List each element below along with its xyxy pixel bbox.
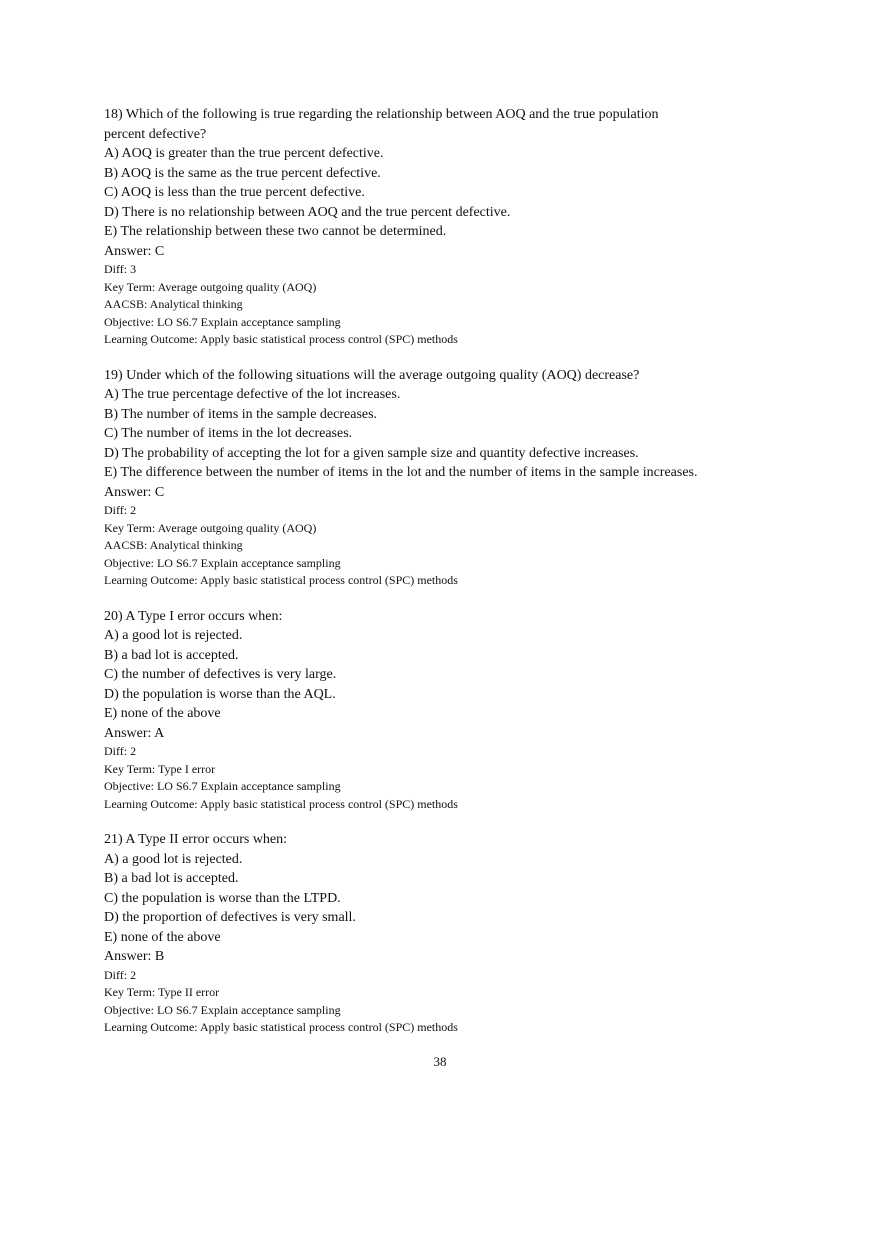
option-d: D) The probability of accepting the lot for a given sample size and quantity defective increases.	[104, 445, 639, 461]
question-stem-line: 19) Under which of the following situations will the average outgoing quality (AOQ) decrease?	[104, 367, 640, 383]
option-e: E) The difference between the number of items in the lot and the number of items in the sample increases.	[104, 465, 698, 480]
key-term: Key Term: Average outgoing quality (AOQ)	[104, 520, 317, 535]
difficulty: Diff: 2	[104, 967, 137, 982]
question-stem-line: 21) A Type II error occurs when:	[104, 832, 288, 847]
key-term: Key Term: Average outgoing quality (AOQ)	[104, 279, 317, 294]
question-stem-line: 20) A Type I error occurs when:	[104, 608, 283, 624]
option-d: D) the proportion of defectives is very small.	[104, 910, 356, 925]
answer: Answer: C	[104, 484, 165, 500]
question-stem-line: 18) Which of the following is true regarding the relationship between AOQ and the true population	[104, 107, 659, 122]
answer: Answer: B	[104, 949, 165, 964]
option-a: A) a good lot is rejected.	[104, 851, 243, 867]
learning-outcome: Learning Outcome: Apply basic statistical process control (SPC) methods	[104, 332, 458, 346]
question-spacer	[104, 813, 784, 830]
question-spacer	[104, 349, 784, 366]
objective: Objective: LO S6.7 Explain acceptance sampling	[104, 779, 341, 793]
objective: Objective: LO S6.7 Explain acceptance sampling	[104, 314, 341, 329]
answer: Answer: A	[104, 725, 165, 741]
option-b: B) AOQ is the same as the true percent defective.	[104, 165, 381, 181]
learning-outcome: Learning Outcome: Apply basic statistical process control (SPC) methods	[104, 573, 458, 587]
option-b: B) The number of items in the sample decreases.	[104, 406, 378, 422]
option-e: E) The relationship between these two cannot be determined.	[104, 224, 447, 239]
learning-outcome: Learning Outcome: Apply basic statistical process control (SPC) methods	[104, 796, 458, 811]
question-stem-line: percent defective?	[104, 126, 207, 142]
difficulty: Diff: 2	[104, 503, 137, 517]
aacsb: AACSB: Analytical thinking	[104, 297, 243, 311]
option-e: E) none of the above	[104, 929, 221, 945]
answer: Answer: C	[104, 243, 165, 259]
option-b: B) a bad lot is accepted.	[104, 647, 239, 663]
option-d: D) There is no relationship between AOQ and the true percent defective.	[104, 204, 511, 220]
difficulty: Diff: 2	[104, 744, 137, 758]
key-term: Key Term: Type II error	[104, 985, 220, 999]
question-18	[104, 105, 784, 349]
option-a: A) a good lot is rejected.	[104, 628, 243, 643]
option-c: C) the population is worse than the LTPD.	[104, 890, 341, 906]
learning-outcome: Learning Outcome: Apply basic statistical process control (SPC) methods	[104, 1020, 458, 1034]
option-d: D) the population is worse than the AQL.	[104, 686, 336, 702]
option-b: B) a bad lot is accepted.	[104, 871, 239, 886]
aacsb: AACSB: Analytical thinking	[104, 538, 243, 552]
option-a: A) The true percentage defective of the lot increases.	[104, 387, 401, 402]
question-21	[104, 830, 784, 1037]
option-c: C) the number of defectives is very large.	[104, 667, 337, 682]
option-c: C) The number of items in the lot decreases.	[104, 426, 353, 441]
document-page	[104, 105, 784, 1037]
objective: Objective: LO S6.7 Explain acceptance sampling	[104, 555, 341, 570]
page-number: 38	[433, 1054, 447, 1069]
question-19	[104, 366, 784, 590]
objective: Objective: LO S6.7 Explain acceptance sampling	[104, 1002, 341, 1017]
option-c: C) AOQ is less than the true percent defective.	[104, 185, 365, 200]
question-spacer	[104, 590, 784, 607]
key-term: Key Term: Type I error	[104, 761, 216, 776]
option-a: A) AOQ is greater than the true percent defective.	[104, 146, 384, 161]
question-20	[104, 607, 784, 814]
difficulty: Diff: 3	[104, 262, 137, 276]
option-e: E) none of the above	[104, 706, 221, 721]
